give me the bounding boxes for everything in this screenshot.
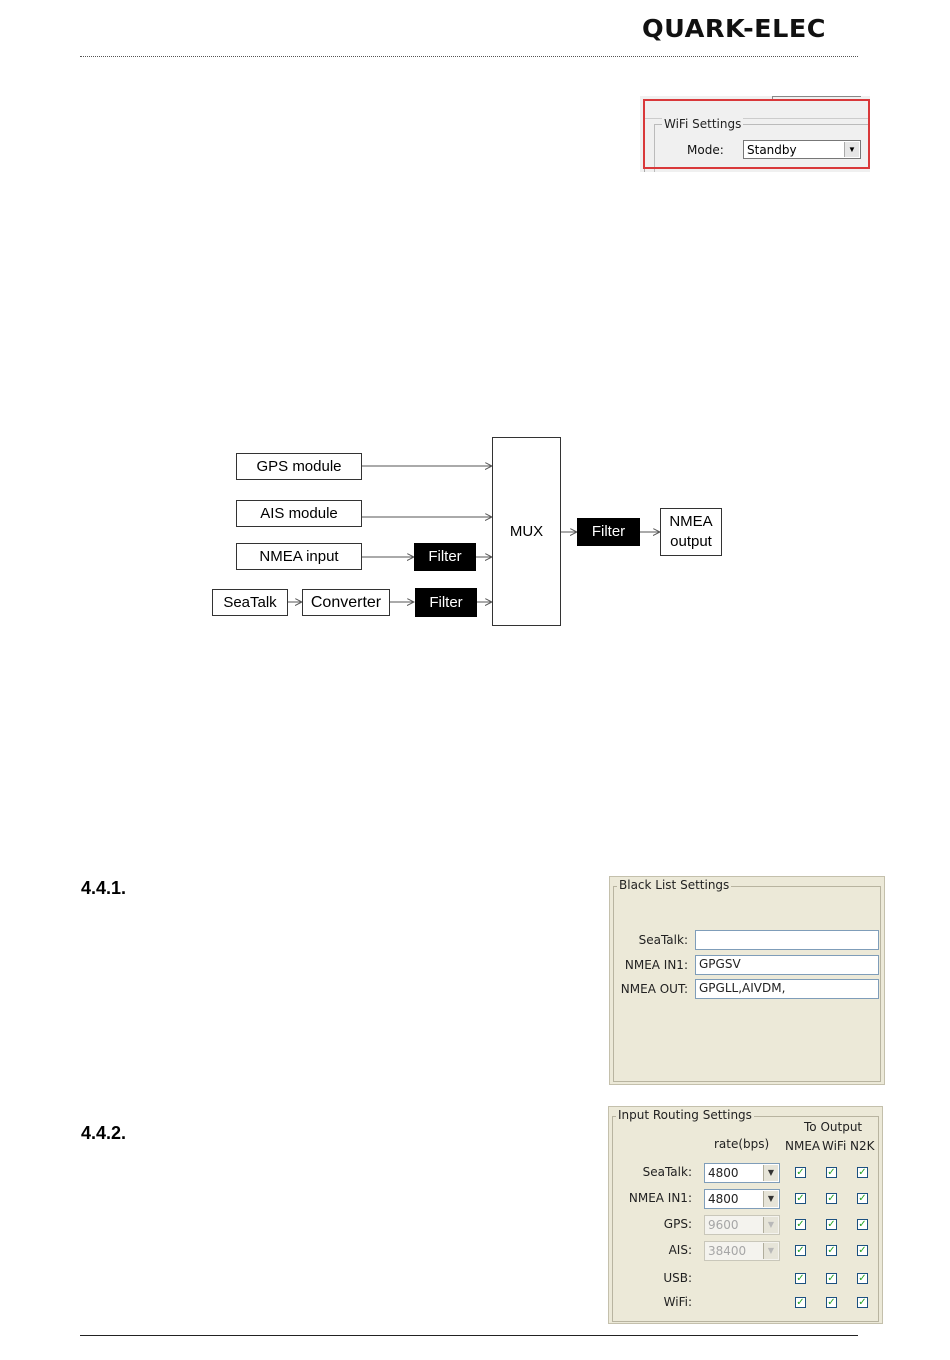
output-wifi-checkbox[interactable]: ✓ xyxy=(827,1167,836,1178)
output-n2k-checkbox[interactable]: ✓ xyxy=(858,1245,867,1256)
output-wifi-checkbox[interactable]: ✓ xyxy=(827,1193,836,1204)
rate-select-value: 4800 xyxy=(708,1192,739,1206)
output-nmea-checkbox[interactable]: ✓ xyxy=(796,1219,805,1230)
nmea-input-box: NMEA input xyxy=(236,543,362,570)
gps-module-box: GPS module xyxy=(236,453,362,480)
output-wifi-checkbox[interactable]: ✓ xyxy=(827,1219,836,1230)
rate-select-value: 4800 xyxy=(708,1166,739,1180)
mode-label: Mode: xyxy=(687,143,724,157)
n2k-column-header: N2K xyxy=(850,1139,875,1153)
mux-box: MUX xyxy=(492,437,561,626)
nmea-output-line2: output xyxy=(670,533,712,550)
nmea-output-line1: NMEA xyxy=(669,513,713,530)
ais-module-box: AIS module xyxy=(236,500,362,527)
output-nmea-checkbox[interactable]: ✓ xyxy=(796,1245,805,1256)
wifi-column-header: WiFi xyxy=(822,1139,847,1153)
highlight-frame xyxy=(643,99,870,169)
rate-select-value: 38400 xyxy=(708,1244,747,1258)
output-n2k-checkbox[interactable]: ✓ xyxy=(858,1167,867,1178)
routing-row-label: SeaTalk: xyxy=(642,1165,692,1179)
input-routing-legend: Input Routing Settings xyxy=(618,1108,752,1122)
filter-box-seatalk: Filter xyxy=(415,588,477,617)
output-nmea-checkbox[interactable]: ✓ xyxy=(796,1167,805,1178)
quark-elec-logo: QUARK-ELEC xyxy=(642,14,826,43)
filter-box-nmea: Filter xyxy=(414,543,476,571)
section-heading-4-4-2: 4.4.2. xyxy=(81,1123,127,1143)
black-list-legend: Black List Settings xyxy=(619,878,730,892)
output-wifi-checkbox[interactable]: ✓ xyxy=(827,1273,836,1284)
seatalk-box: SeaTalk xyxy=(212,589,288,616)
output-n2k-checkbox[interactable]: ✓ xyxy=(858,1297,867,1308)
chevron-down-icon[interactable]: ▼ xyxy=(763,1165,778,1181)
rate-header: rate(bps) xyxy=(714,1137,770,1151)
rate-select xyxy=(704,1241,780,1261)
seatalk-blacklist-input[interactable] xyxy=(695,930,879,950)
routing-row-label: GPS: xyxy=(663,1217,692,1231)
nmea-column-header: NMEA xyxy=(785,1139,821,1153)
output-n2k-checkbox[interactable]: ✓ xyxy=(858,1193,867,1204)
output-nmea-checkbox[interactable]: ✓ xyxy=(796,1297,805,1308)
wifi-settings-panel xyxy=(640,96,870,172)
output-n2k-checkbox[interactable]: ✓ xyxy=(858,1219,867,1230)
chevron-down-icon: ▼ xyxy=(763,1217,778,1233)
output-nmea-checkbox[interactable]: ✓ xyxy=(796,1273,805,1284)
output-wifi-checkbox[interactable]: ✓ xyxy=(827,1297,836,1308)
footer-divider xyxy=(80,1335,858,1336)
rate-select[interactable] xyxy=(704,1163,780,1183)
routing-row-label: WiFi: xyxy=(663,1295,692,1309)
output-nmea-checkbox[interactable]: ✓ xyxy=(796,1193,805,1204)
converter-box: Converter xyxy=(302,589,390,616)
wifi-settings-legend: WiFi Settings xyxy=(664,117,742,131)
mode-select-value: Standby xyxy=(747,143,797,157)
chevron-down-icon: ▼ xyxy=(763,1243,778,1259)
rate-select xyxy=(704,1215,780,1235)
nmea-output-box xyxy=(660,508,722,556)
routing-row-label: USB: xyxy=(663,1271,692,1285)
nmea-out-blacklist-input[interactable]: GPGLL,AIVDM, xyxy=(695,979,879,999)
seatalk-label: SeaTalk: xyxy=(638,933,688,947)
filter-box-output: Filter xyxy=(577,518,640,546)
nmea-in1-blacklist-input[interactable]: GPGSV xyxy=(695,955,879,975)
chevron-down-icon[interactable]: ▼ xyxy=(844,142,859,157)
input-routing-settings-panel xyxy=(608,1106,883,1324)
black-list-settings-panel xyxy=(609,876,885,1085)
routing-row-label: NMEA IN1: xyxy=(628,1191,692,1205)
output-n2k-checkbox[interactable]: ✓ xyxy=(858,1273,867,1284)
chevron-down-icon[interactable]: ▼ xyxy=(763,1191,778,1207)
routing-row-label: AIS: xyxy=(668,1243,692,1257)
rate-select-value: 9600 xyxy=(708,1218,739,1232)
nmea-in1-label: NMEA IN1: xyxy=(624,958,688,972)
to-output-header: To Output xyxy=(804,1120,863,1134)
header-divider xyxy=(80,56,858,57)
section-heading-4-4-1: 4.4.1. xyxy=(81,878,127,898)
output-wifi-checkbox[interactable]: ✓ xyxy=(827,1245,836,1256)
rate-select[interactable] xyxy=(704,1189,780,1209)
nmea-out-label: NMEA OUT: xyxy=(620,982,688,996)
